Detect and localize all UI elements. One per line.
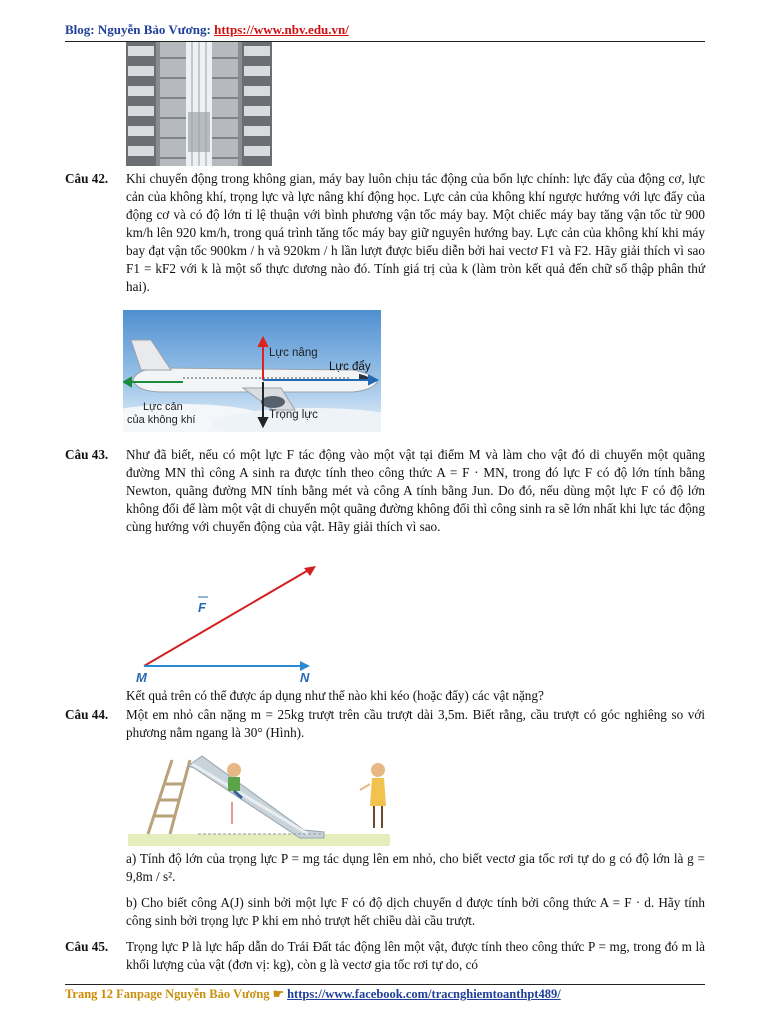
building-elevator-image (126, 42, 272, 166)
airplane-forces-image (123, 310, 381, 432)
footer-divider (65, 984, 705, 985)
label-thrust: Lực đẩy (329, 361, 371, 373)
label-gravity: Trọng lực (269, 409, 318, 421)
blog-label: Blog: Nguyễn Bảo Vương: (65, 22, 211, 37)
question-number: Câu 45. (65, 939, 109, 954)
question-42 (65, 170, 705, 296)
question-43 (65, 446, 705, 536)
vector-figure (120, 560, 340, 685)
question-text: Trọng lực P là lực hấp dẫn do Trái Đất tác động lên một vật, được tính theo công thức P = mg, trong đó m là khối lượng của vật (đơn vị: kg), còn g là vectơ gia tốc rơi tự do, có (126, 939, 705, 972)
question-text: Như đã biết, nếu có một lực F tác động vào một vật tại điểm M và làm cho vật đó di chuyển một quãng đường MN thì công A sinh ra được tính theo công thức A = F · MN, trong đó lực F có độ lớn tính bằng Newton, quãng đường MN tính bằng mét và công A tính bằng Jun. Do đó, nếu dùng một lực F có độ lớn không đổi để làm một vật di chuyển một quãng đường không đổi thì công sinh ra sẽ lớn nhất khi lực tác động cùng hướng với chuyển động của vật. Hãy giải thích vì sao. (126, 447, 705, 534)
part-a-text: a) Tính độ lớn của trọng lực P = mg tác dụng lên em nhỏ, cho biết vectơ gia tốc rơi tự do g có độ lớn là g = 9,8m / s². (126, 851, 705, 884)
followup-text: Kết quả trên có thể được áp dụng như thế nào khi kéo (hoặc đẩy) các vật nặng? (126, 688, 544, 703)
question-44-part-a (65, 850, 705, 886)
question-45 (65, 938, 705, 974)
question-44-part-b (65, 894, 705, 930)
label-m: M (136, 670, 147, 685)
slide-image (128, 748, 390, 846)
label-drag-2: của không khí (127, 414, 196, 426)
fanpage-link[interactable]: https://www.facebook.com/tracnghiemtoanthpt489/ (287, 987, 561, 1001)
label-n: N (300, 670, 310, 685)
question-text: Khi chuyển động trong không gian, máy bay luôn chịu tác động của bốn lực chính: lực đẩy của động cơ, lực cản của không khí, trọng lực và lực nâng khí động học. Lực cản của không khí ngược hướng với lực đẩy của động cơ và có độ lớn tỉ lệ thuận với bình phương vận tốc máy bay. Một chiếc máy bay tăng vận tốc từ 900 km/h lên 920 km/h, trong quá trình tăng tốc máy bay giữ nguyên hướng bay. Lực cản của không khí khi máy bay đạt vận tốc 900km / h và 920km / h lần lượt được biểu diễn bởi hai vectơ F1 và F2. Hãy giải thích vì sao F1 = kF2 với k là một số thực dương nào đó. Tính giá trị của k (làm tròn kết quả đến chữ số thập phân thứ hai). (126, 171, 705, 294)
part-b-text: b) Cho biết công A(J) sinh bởi một lực F có độ dịch chuyển d được tính bởi công thức A = F · d. Hãy tính công sinh bởi trọng lực P khi em nhỏ trượt hết chiều dài cầu trượt. (126, 895, 705, 928)
question-number: Câu 43. (65, 447, 109, 462)
blog-link[interactable]: https://www.nbv.edu.vn/ (214, 22, 349, 37)
question-text: Một em nhỏ cân nặng m = 25kg trượt trên cầu trượt dài 3,5m. Biết rằng, cầu trượt có góc nghiêng so với phương nằm ngang là 30° (Hình). (126, 707, 705, 740)
question-number: Câu 42. (65, 171, 109, 186)
page-header (65, 22, 705, 38)
page-number: Trang 12 (65, 987, 114, 1001)
label-lift: Lực nâng (269, 347, 318, 359)
label-f: F (198, 600, 206, 615)
page-footer (65, 986, 705, 1002)
question-43-followup (65, 687, 705, 705)
label-drag-1: Lực cản (143, 401, 183, 413)
question-44 (65, 706, 705, 742)
question-number: Câu 44. (65, 707, 109, 722)
fanpage-label: Fanpage Nguyễn Bảo Vương ☛ (116, 987, 284, 1001)
